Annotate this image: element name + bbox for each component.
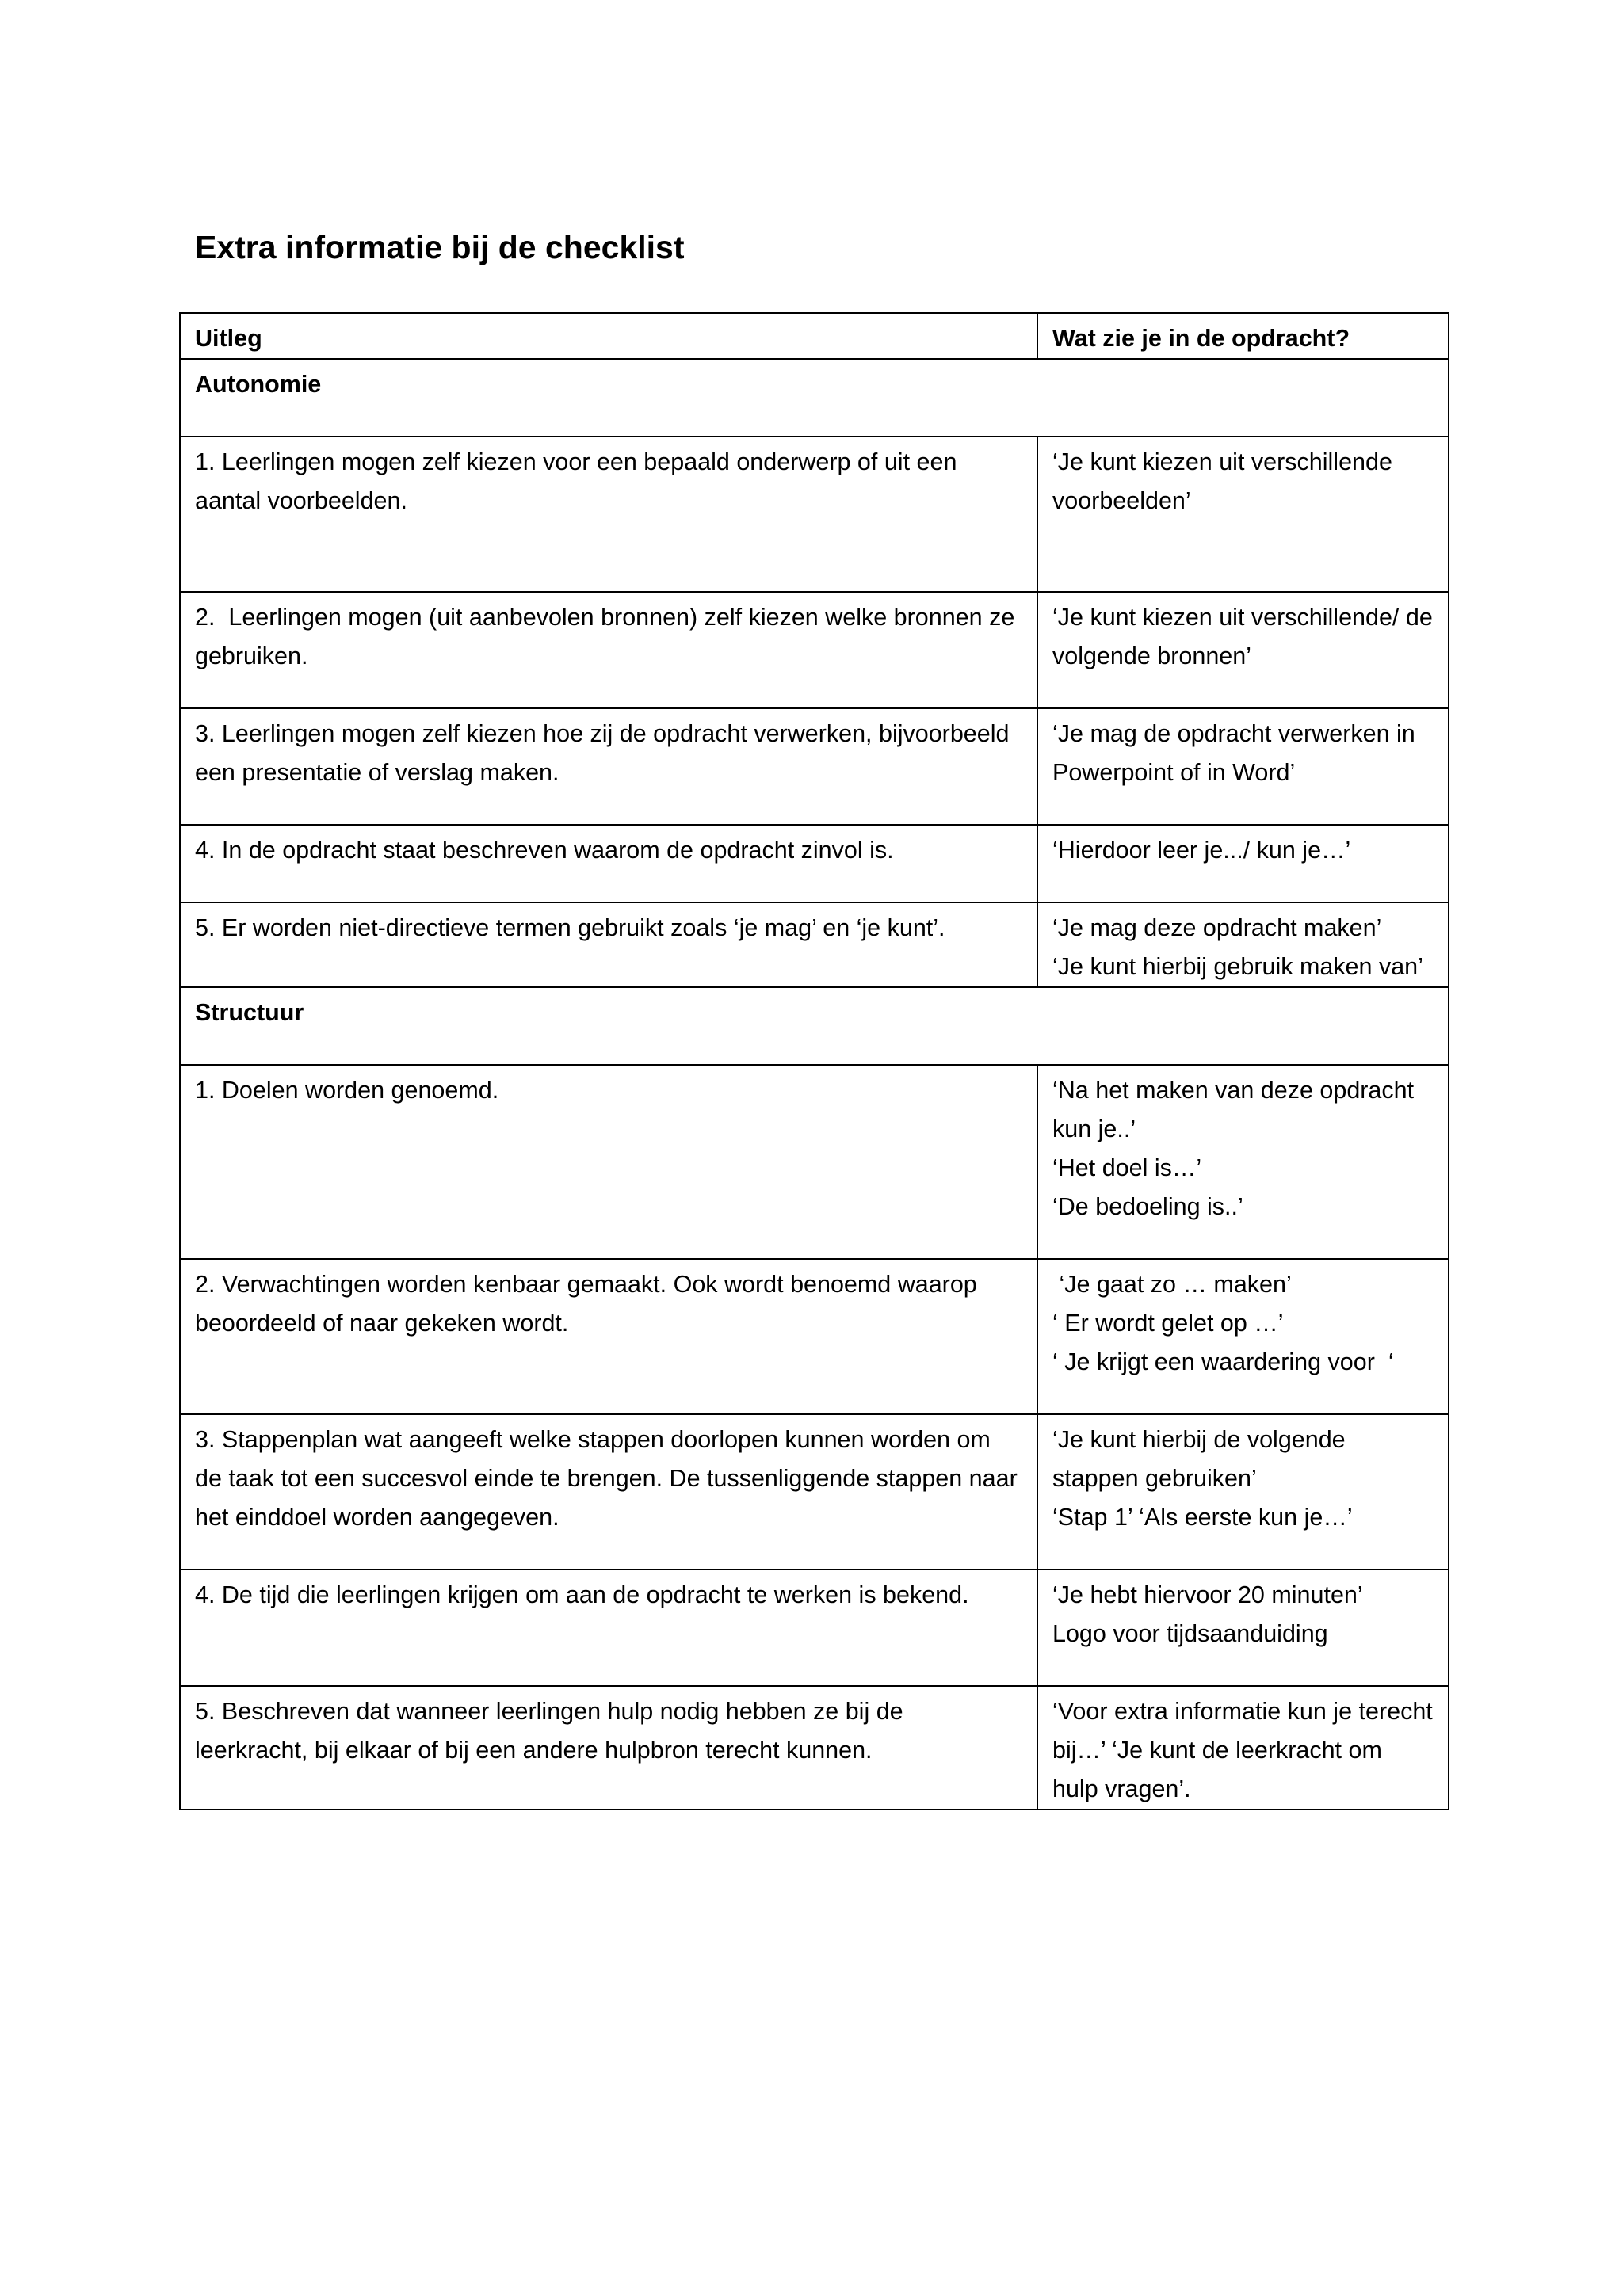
uitleg-cell: 1. Doelen worden genoemd. — [180, 1065, 1037, 1259]
voorbeeld-line: ‘Hierdoor leer je.../ kun je…’ — [1052, 837, 1351, 864]
voorbeeld-cell — [1037, 902, 1449, 987]
uitleg-cell: 5. Beschreven dat wanneer leerlingen hulp nodig hebben ze bij de leerkracht, bij elkaar of bij een andere hulpbron terecht kunnen. — [180, 1686, 1037, 1810]
voorbeeld-line: ‘Het doel is…’ — [1052, 1154, 1202, 1181]
table-row — [180, 825, 1449, 902]
voorbeeld-cell — [1037, 1686, 1449, 1810]
voorbeeld-cell — [1037, 1065, 1449, 1259]
column-header-uitleg: Uitleg — [180, 313, 1037, 359]
section-row-autonomie — [180, 359, 1449, 437]
voorbeeld-line: ‘Je hebt hiervoor 20 minuten’ — [1052, 1581, 1363, 1608]
voorbeeld-line: ‘Je mag deze opdracht maken’ — [1052, 914, 1382, 941]
uitleg-cell: 2. Leerlingen mogen (uit aanbevolen bronnen) zelf kiezen welke bronnen ze gebruiken. — [180, 592, 1037, 708]
table-row — [180, 592, 1449, 708]
table-row — [180, 1686, 1449, 1810]
section-heading: Structuur — [180, 987, 1449, 1065]
uitleg-cell: 5. Er worden niet-directieve termen gebruikt zoals ‘je mag’ en ‘je kunt’. — [180, 902, 1037, 987]
voorbeeld-line: ‘Je kunt hierbij gebruik maken van’ — [1052, 953, 1423, 980]
voorbeeld-cell — [1037, 825, 1449, 902]
checklist-table — [179, 312, 1449, 1810]
table-row — [180, 1065, 1449, 1259]
voorbeeld-line: ‘Na het maken van deze opdracht kun je..’ — [1052, 1077, 1415, 1142]
table-row — [180, 437, 1449, 592]
voorbeeld-cell — [1037, 1259, 1449, 1414]
voorbeeld-line: Logo voor tijdsaanduiding — [1052, 1620, 1328, 1647]
voorbeeld-cell — [1037, 592, 1449, 708]
uitleg-cell: 4. In de opdracht staat beschreven waarom de opdracht zinvol is. — [180, 825, 1037, 902]
table-row — [180, 1259, 1449, 1414]
uitleg-cell: 3. Stappenplan wat aangeeft welke stappen doorlopen kunnen worden om de taak tot een succesvol einde te brengen. De tussenliggende stappen naar het einddoel worden aangegeven. — [180, 1414, 1037, 1569]
voorbeeld-line: ‘Voor extra informatie kun je terecht bij…’ ‘Je kunt de leerkracht om hulp vragen’. — [1052, 1698, 1433, 1802]
voorbeeld-cell — [1037, 1569, 1449, 1686]
uitleg-cell: 2. Verwachtingen worden kenbaar gemaakt. Ook wordt benoemd waarop beoordeeld of naar gekeken wordt. — [180, 1259, 1037, 1414]
uitleg-cell: 3. Leerlingen mogen zelf kiezen hoe zij de opdracht verwerken, bijvoorbeeld een presentatie of verslag maken. — [180, 708, 1037, 825]
uitleg-cell: 1. Leerlingen mogen zelf kiezen voor een bepaald onderwerp of uit een aantal voorbeelden. — [180, 437, 1037, 592]
voorbeeld-cell — [1037, 708, 1449, 825]
column-header-voorbeeld: Wat zie je in de opdracht? — [1037, 313, 1449, 359]
table-row — [180, 708, 1449, 825]
voorbeeld-cell — [1037, 1414, 1449, 1569]
voorbeeld-line: ‘Je mag de opdracht verwerken in Powerpoint of in Word’ — [1052, 720, 1415, 786]
voorbeeld-line: ‘Stap 1’ ‘Als eerste kun je…’ — [1052, 1504, 1353, 1531]
voorbeeld-cell — [1037, 437, 1449, 592]
voorbeeld-line: ‘ Er wordt gelet op …’ — [1052, 1310, 1284, 1337]
voorbeeld-line: ‘De bedoeling is..’ — [1052, 1193, 1243, 1220]
section-heading: Autonomie — [180, 359, 1449, 437]
table-row — [180, 1569, 1449, 1686]
voorbeeld-line: ‘Je kunt hierbij de volgende stappen gebruiken’ — [1052, 1426, 1346, 1492]
table-row — [180, 902, 1449, 987]
voorbeeld-line: ‘Je kunt kiezen uit verschillende voorbeelden’ — [1052, 448, 1392, 514]
section-row-structuur — [180, 987, 1449, 1065]
voorbeeld-line: ‘Je gaat zo … maken’ — [1052, 1271, 1292, 1298]
voorbeeld-line: ‘ Je krijgt een waardering voor ‘ — [1052, 1348, 1394, 1375]
table-header-row — [180, 313, 1449, 359]
uitleg-cell: 4. De tijd die leerlingen krijgen om aan de opdracht te werken is bekend. — [180, 1569, 1037, 1686]
voorbeeld-line: ‘Je kunt kiezen uit verschillende/ de volgende bronnen’ — [1052, 604, 1433, 669]
page-title: Extra informatie bij de checklist — [195, 229, 685, 265]
table-row — [180, 1414, 1449, 1569]
